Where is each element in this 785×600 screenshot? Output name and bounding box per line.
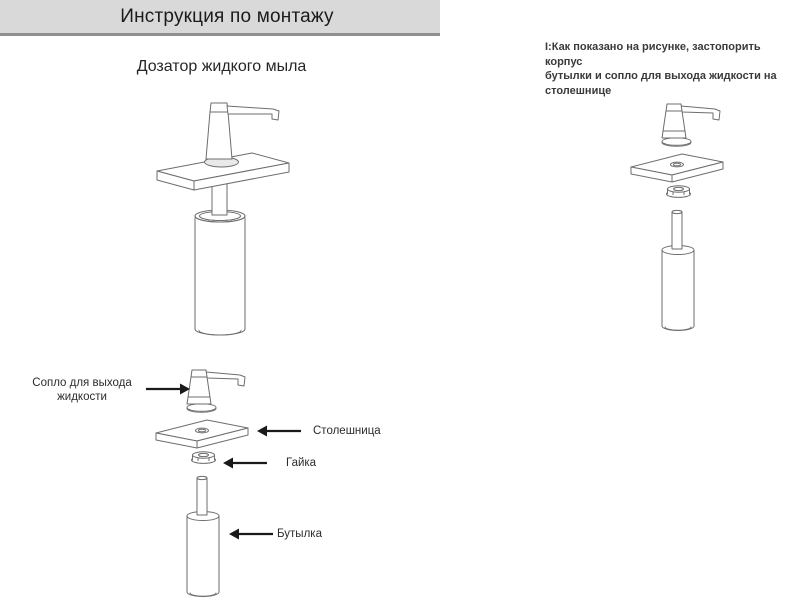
exploded-dispenser-drawing-left <box>150 363 280 600</box>
label-nut: Гайка <box>286 457 317 469</box>
instruction-text <box>545 40 785 98</box>
arrow-left-icon <box>228 527 274 541</box>
label-bottle: Бутылка <box>277 528 322 540</box>
label-nozzle: Сопло для выхода жидкости <box>32 377 132 403</box>
instruction-line: I:Как показано на рисунке, застопорить корпус <box>545 41 761 68</box>
arrow-left-icon <box>221 456 269 470</box>
assembled-dispenser-drawing <box>145 98 325 336</box>
label-countertop: Столешница <box>313 425 381 437</box>
exploded-dispenser-drawing-right <box>625 97 755 334</box>
instruction-line: бутылки и сопло для выхода жидкости на <box>545 70 777 82</box>
instruction-line: столешнице <box>545 84 612 97</box>
product-subtitle: Дозатор жидкого мыла <box>136 58 307 75</box>
arrow-left-icon <box>256 424 302 438</box>
page-title: Инструкция по монтажу <box>120 5 334 27</box>
title-bar <box>0 0 440 36</box>
arrow-right-icon <box>145 382 191 396</box>
